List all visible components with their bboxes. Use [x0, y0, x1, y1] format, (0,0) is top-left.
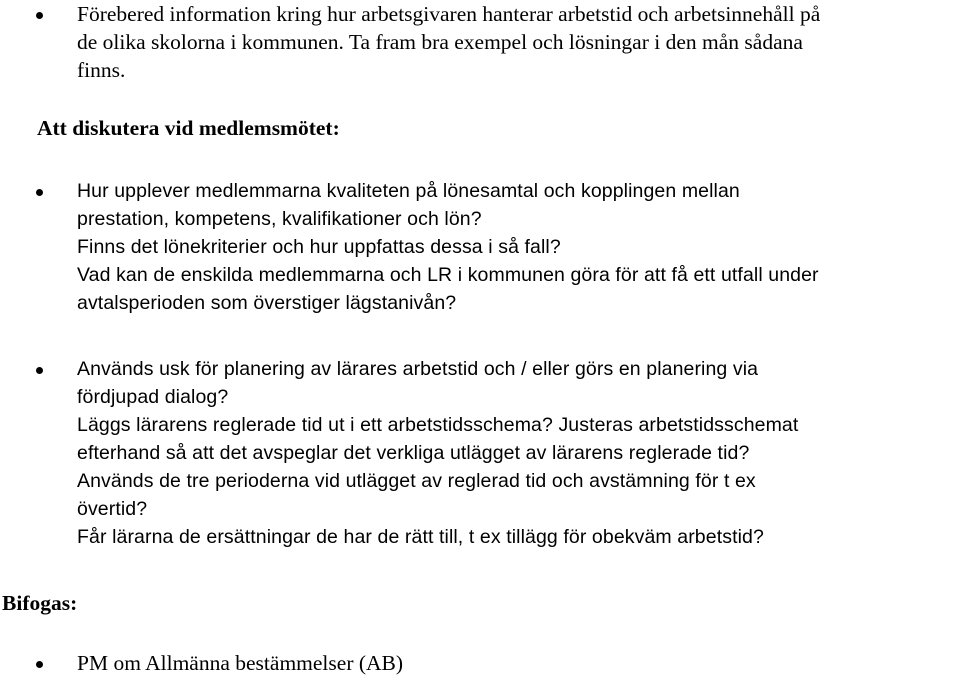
text-line: prestation, kompetens, kvalifikationer och lön?	[77, 208, 482, 230]
bullet-icon	[36, 367, 43, 374]
list-item-text	[77, 355, 957, 551]
text-line: efterhand så att det avspeglar det verkliga utlägget av lärarens reglerade tid?	[77, 442, 750, 464]
text-line: Förebered information kring hur arbetsgivaren hanterar arbetstid och arbetsinnehåll på	[77, 2, 821, 26]
text-line: Används usk för planering av lärares arbetstid och / eller görs en planering via	[77, 358, 759, 380]
text-line: Läggs lärarens reglerade tid ut i ett arbetstidsschema? Justeras arbetstidsschemat	[77, 414, 799, 436]
text-line: PM om Allmänna bestämmelser (AB)	[77, 651, 404, 675]
text-line: avtalsperioden som överstiger lägstanivån?	[77, 292, 457, 314]
text-line: de olika skolorna i kommunen. Ta fram bra exempel och lösningar i den mån sådana	[77, 30, 803, 54]
text-line: Hur upplever medlemmarna kvaliteten på lönesamtal och kopplingen mellan	[77, 180, 740, 202]
text-line: övertid?	[77, 498, 148, 520]
list-item-text	[77, 649, 957, 677]
bullet-icon	[36, 12, 43, 19]
section-heading-attach: Bifogas:	[2, 591, 78, 615]
text-line: finns.	[77, 58, 126, 82]
section-heading-discuss: Att diskutera vid medlemsmötet:	[37, 116, 340, 140]
bullet-icon	[36, 189, 43, 196]
text-line: Finns det lönekriterier och hur uppfattas dessa i så fall?	[77, 236, 561, 258]
list-item-text	[77, 177, 957, 317]
text-line: fördjupad dialog?	[77, 386, 229, 408]
list-item-text	[77, 0, 957, 84]
bullet-icon	[36, 661, 43, 668]
text-line: Får lärarna de ersättningar de har de rätt till, t ex tillägg för obekväm arbetstid?	[77, 526, 764, 548]
text-line: Används de tre perioderna vid utlägget av reglerad tid och avstämning för t ex	[77, 470, 756, 492]
text-line: Vad kan de enskilda medlemmarna och LR i kommunen göra för att få ett utfall under	[77, 264, 819, 286]
